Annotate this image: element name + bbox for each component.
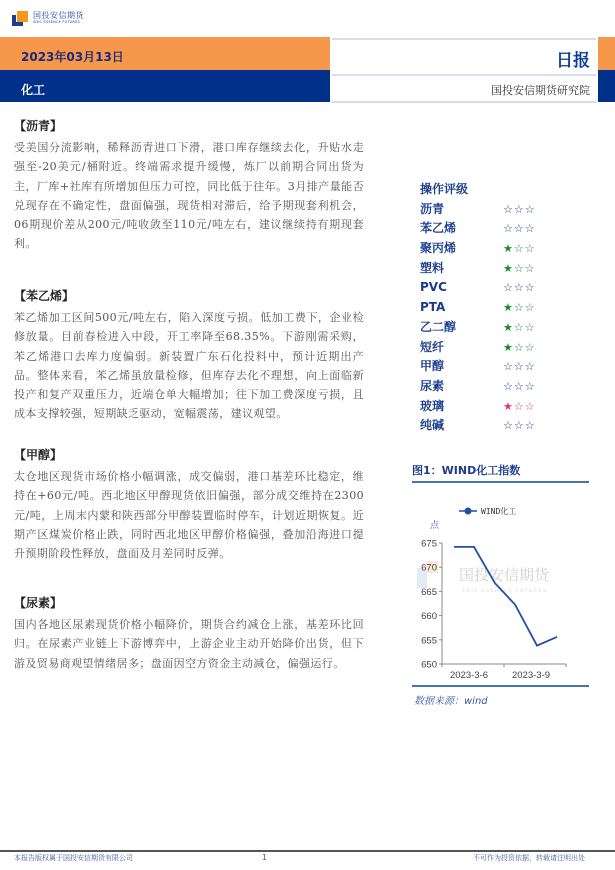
star-outline-icon: ☆	[513, 261, 525, 275]
rating-label: 苯乙烯	[420, 221, 457, 236]
rating-stars	[503, 357, 536, 377]
star-outline-icon: ☆	[513, 301, 525, 315]
section-body: 苯乙烯加工区间500元/吨左右，陷入深度亏损。低加工费下，企业检修放量。目前春检进入中段，开工率降至68.35%。下游刚需采购，苯乙烯港口去库力度偏弱。新装置广东石化投料中，预计近期出产品。整体来看，苯乙烯虽放量检修，但库存去化不理想，向上面临新投产和复产双重压力，近端仓单大幅增加；往下加工费深度亏损，且成本支撑较强，短期缺乏驱动，宽幅震荡，建议观望。	[14, 311, 364, 421]
rating-label: PTA	[420, 300, 446, 315]
header-divider	[332, 38, 596, 40]
rating-label: PVC	[420, 280, 447, 295]
star-outline-icon: ☆	[524, 222, 536, 236]
section-urea	[14, 594, 364, 673]
star-filled-icon: ★	[503, 340, 514, 354]
star-outline-icon: ☆	[513, 320, 525, 334]
rating-label: 短纤	[420, 339, 445, 354]
rating-row	[420, 219, 580, 239]
rating-stars	[503, 239, 536, 259]
line-chart	[412, 495, 612, 680]
rating-row	[420, 318, 580, 338]
rating-label: 沥青	[420, 201, 445, 216]
y-axis-unit: 点	[430, 521, 440, 531]
rating-stars	[503, 219, 536, 239]
star-filled-icon: ★	[503, 399, 514, 413]
y-tick-label: 650	[421, 659, 437, 671]
rating-row	[420, 338, 580, 358]
rating-label: 尿素	[420, 378, 445, 393]
section-asphalt	[14, 117, 364, 254]
header-divider	[332, 101, 596, 103]
series-line	[454, 547, 557, 646]
star-outline-icon: ☆	[503, 202, 514, 216]
rating-label: 乙二醇	[420, 319, 457, 334]
y-tick-label: 665	[421, 586, 437, 598]
star-outline-icon: ☆	[503, 419, 514, 433]
star-outline-icon: ☆	[513, 222, 525, 236]
footer-divider	[0, 850, 615, 852]
rating-stars	[503, 278, 536, 298]
section-title: 【尿素】	[14, 596, 63, 610]
star-outline-icon: ☆	[513, 202, 525, 216]
watermark-text: 国投安信期货	[459, 566, 550, 584]
section-body: 太仓地区现货市场价格小幅调涨，成交偏弱，港口基差环比稳定，维持在+60元/吨。西北地区甲醇现货依旧偏强，部分成交维持在2300元/吨，上周末内蒙和陕西部分甲醇装置临时停车，计划近期恢复。近期产区煤炭价格止跌，同时西北地区甲醇价格偏强，叠加沿海进口提升预期阶段性释放，盘面及月差同时反弹。	[14, 470, 364, 561]
rating-row	[420, 239, 580, 259]
star-outline-icon: ☆	[513, 419, 525, 433]
y-tick-label: 660	[421, 611, 437, 623]
rating-row	[420, 200, 580, 220]
section-styrene	[14, 287, 364, 424]
svg-text:SDIC ESSENCE FUTURES: SDIC ESSENCE FUTURES	[462, 589, 548, 594]
rating-row	[420, 416, 580, 436]
star-outline-icon: ☆	[513, 242, 525, 256]
star-outline-icon: ☆	[513, 399, 525, 413]
rating-row	[420, 397, 580, 417]
institute-name: 国投安信期货研究院	[491, 84, 590, 97]
logo-cn-text: 国投安信期货	[33, 10, 84, 20]
rating-label: 玻璃	[420, 398, 445, 413]
logo-en-text: SDIC ESSENCE FUTURES	[33, 19, 80, 24]
company-logo	[12, 9, 84, 27]
rating-stars	[503, 200, 536, 220]
report-type: 日报	[556, 51, 590, 71]
star-filled-icon: ★	[503, 320, 514, 334]
star-outline-icon: ☆	[513, 281, 525, 295]
star-outline-icon: ☆	[513, 360, 525, 374]
y-tick-label: 675	[421, 538, 437, 550]
rating-label: 甲醇	[420, 359, 445, 374]
rating-stars	[503, 416, 536, 436]
rating-label: 塑料	[420, 260, 445, 275]
rating-stars	[503, 318, 536, 338]
header-divider	[332, 74, 596, 76]
footer-copyright: 本报告版权属于国投安信期货有限公司	[14, 854, 133, 862]
rating-row	[420, 259, 580, 279]
rating-title: 操作评级	[420, 182, 469, 196]
star-outline-icon: ☆	[503, 222, 514, 236]
rating-row	[420, 298, 580, 318]
star-outline-icon: ☆	[524, 340, 536, 354]
section-title: 【甲醇】	[14, 448, 63, 462]
rating-stars	[503, 338, 536, 358]
rating-stars	[503, 397, 536, 417]
rating-stars	[503, 298, 536, 318]
rating-panel	[420, 180, 580, 436]
star-outline-icon: ☆	[524, 301, 536, 315]
section-body: 受美国分流影响，稀释沥青进口下滑，港口库存继续去化，升贴水走强至-20美元/桶附近。终端需求提升缓慢，炼厂以前期合同出货为主，厂库+社库有所增加但压力可控，同比低于往年。3月排产量能否兑现存在不确定性，盘面偏强，现货相对滞后，给予期现套利机会，06期现价差从200元/吨收敛至110元/吨左右，建议继续持有期现套利。	[14, 141, 364, 251]
x-tick-label: 2023-3-6	[449, 670, 489, 680]
rating-label: 聚丙烯	[420, 241, 457, 256]
star-outline-icon: ☆	[513, 340, 525, 354]
legend-label: WIND化工	[481, 507, 517, 516]
section-methanol	[14, 446, 364, 563]
rating-row	[420, 377, 580, 397]
figure-source: 数据来源：wind	[414, 696, 488, 707]
section-title: 【苯乙烯】	[14, 289, 75, 303]
report-sector: 化工	[21, 83, 46, 97]
rating-stars	[503, 377, 536, 397]
rating-row	[420, 357, 580, 377]
y-tick-label: 655	[421, 635, 437, 647]
logo-mark-icon	[12, 11, 28, 26]
rating-label: 纯碱	[420, 418, 445, 433]
x-tick-label: 2023-3-9	[511, 670, 551, 680]
star-outline-icon: ☆	[503, 281, 514, 295]
star-outline-icon: ☆	[524, 202, 536, 216]
report-date: 2023年03月13日	[21, 50, 124, 64]
star-outline-icon: ☆	[513, 379, 525, 393]
star-outline-icon: ☆	[503, 360, 514, 374]
section-body: 国内各地区尿素现货价格小幅降价，期货合约减仓上涨，基差环比回归。在尿素产业链上下游博弈中，上游企业主动开始降价出货，但下游及贸易商观望情绪居多；盘面因空方资金主动减仓，偏强运行。	[14, 618, 364, 670]
page-number: 1	[262, 853, 268, 862]
star-outline-icon: ☆	[524, 242, 536, 256]
star-outline-icon: ☆	[524, 360, 536, 374]
star-outline-icon: ☆	[524, 419, 536, 433]
star-outline-icon: ☆	[524, 281, 536, 295]
figure-divider	[412, 481, 589, 483]
star-filled-icon: ★	[503, 301, 514, 315]
star-filled-icon: ★	[503, 261, 514, 275]
rating-stars	[503, 259, 536, 279]
rating-row	[420, 278, 580, 298]
star-outline-icon: ☆	[524, 399, 536, 413]
star-outline-icon: ☆	[503, 379, 514, 393]
figure-divider	[412, 685, 589, 687]
y-tick-label: 670	[421, 562, 437, 574]
legend-marker-icon	[465, 508, 472, 515]
star-outline-icon: ☆	[524, 320, 536, 334]
star-filled-icon: ★	[503, 242, 514, 256]
section-title: 【沥青】	[14, 119, 63, 133]
star-outline-icon: ☆	[524, 379, 536, 393]
footer-disclaimer: 不可作为投资依据，转载请注明出处	[473, 854, 585, 862]
star-outline-icon: ☆	[524, 261, 536, 275]
figure-title: 图1：WIND化工指数	[412, 464, 521, 477]
